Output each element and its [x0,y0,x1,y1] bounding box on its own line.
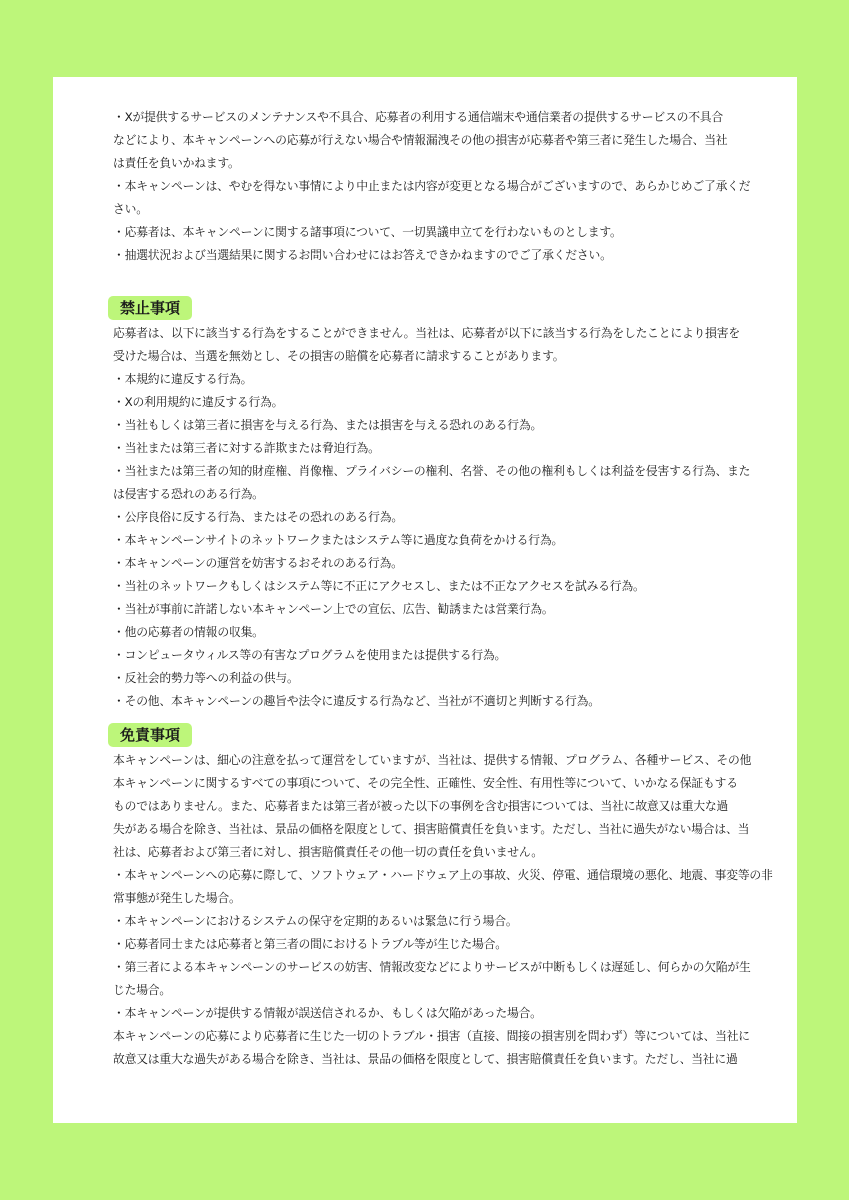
disclaimer-line: 故意又は重大な過失がある場合を除き、当社は、景品の価格を限度として、損害賠償責任を負います。ただし、当社に過 [113,1052,738,1066]
disclaimer-line: ・本キャンペーンにおけるシステムの保守を定期的あるいは緊急に行う場合。 [113,914,518,928]
prohibited-line: ・その他、本キャンペーンの趣旨や法令に違反する行為など、当社が不適切と判断する行為。 [113,694,600,708]
prohibited-line: ・反社会的勢力等への利益の供与。 [113,671,299,685]
disclaimer-line: 本キャンペーンに関するすべての事項について、その完全性、正確性、安全性、有用性等について、いかなる保証もする [113,776,738,790]
prohibited-line: ・当社が事前に許諾しない本キャンペーン上での宣伝、広告、勧誘または営業行為。 [113,602,554,616]
prohibited-line: ・当社または第三者に対する詐欺または脅迫行為。 [113,441,380,455]
prohibited-line: ・本キャンペーンの運営を妨害するおそれのある行為。 [113,556,403,570]
prohibited-heading-wrap [113,296,747,320]
disclaimer-line: ・応募者同士または応募者と第三者の間におけるトラブル等が生じた場合。 [113,937,507,951]
disclaimer-line: 本キャンペーンの応募により応募者に生じた一切のトラブル・損害（直接、間接の損害別を問わず）等については、当社に [113,1029,750,1043]
prohibited-line: ・当社もしくは第三者に損害を与える行為、または損害を与える恐れのある行為。 [113,418,543,432]
intro-line: などにより、本キャンペーンへの応募が行えない場合や情報漏洩その他の損害が応募者や第三者に発生した場合、当社 [113,133,728,147]
intro-line: ・本キャンペーンは、やむを得ない事情により中止または内容が変更となる場合がございますので、あらかじめご了承くだ [113,179,751,193]
disclaimer-line: 社は、応募者および第三者に対し、損害賠償責任その他一切の責任を負いません。 [113,845,543,859]
disclaimer-line: ・本キャンペーンが提供する情報が誤送信されるか、もしくは欠陥があった場合。 [113,1006,542,1020]
disclaimer-heading: 免責事項 [108,723,192,747]
prohibited-line: ・本規約に違反する行為。 [113,372,253,386]
prohibited-line: 応募者は、以下に該当する行為をすることができません。当社は、応募者が以下に該当する行為をしたことにより損害を [113,326,740,340]
prohibited-line: ・公序良俗に反する行為、またはその恐れのある行為。 [113,510,403,524]
prohibited-line: ・本キャンペーンサイトのネットワークまたはシステム等に過度な負荷をかける行為。 [113,533,564,547]
disclaimer-line: 本キャンペーンは、細心の注意を払って運営をしていますが、当社は、提供する情報、プログラム、各種サービス、その他 [113,753,752,767]
prohibited-heading: 禁止事項 [108,296,192,320]
document-page [53,77,797,1123]
prohibited-section [113,322,751,713]
intro-line: は責任を負いかねます。 [113,156,240,170]
intro-line: ・Xが提供するサービスのメンテナンスや不具合、応募者の利用する通信端末や通信業者の提供するサービスの不具合 [113,110,723,124]
disclaimer-line: 常事態が発生した場合。 [113,891,241,905]
disclaimer-line: 失がある場合を除き、当社は、景品の価格を限度として、損害賠償責任を負います。ただし、当社に過失がない場合は、当 [113,822,750,836]
prohibited-line: ・コンピュータウィルス等の有害なプログラムを使用または提供する行為。 [113,648,507,662]
intro-line: ・応募者は、本キャンペーンに関する諸事項について、一切異議申立てを行わないものとします。 [113,225,622,239]
prohibited-line: ・他の応募者の情報の収集。 [113,625,264,639]
disclaimer-line: じた場合。 [113,983,171,997]
prohibited-line: 受けた場合は、当選を無効とし、その損害の賠償を応募者に請求することがあります。 [113,349,565,363]
disclaimer-line: ・本キャンペーンへの応募に際して、ソフトウェア・ハードウェア上の事故、火災、停電、通信環境の悪化、地震、事変等の非 [113,868,773,882]
disclaimer-line: ・第三者による本キャンペーンのサービスの妨害、情報改変などによりサービスが中断もしくは遅延し、何らかの欠陥が生 [113,960,751,974]
prohibited-line: ・当社のネットワークもしくはシステム等に不正にアクセスし、または不正なアクセスを試みる行為。 [113,579,645,593]
intro-notes [113,106,751,267]
intro-line: さい。 [113,202,148,216]
disclaimer-line: ものではありません。また、応募者または第三者が被った以下の事例を含む損害については、当社に故意又は重大な過 [113,799,729,813]
intro-line: ・抽選状況および当選結果に関するお問い合わせにはお答えできかねますのでご了承ください。 [113,248,612,262]
prohibited-line: ・Xの利用規約に違反する行為。 [113,395,284,409]
prohibited-line: ・当社または第三者の知的財産権、肖像権、プライバシーの権利、名誉、その他の権利もしくは利益を侵害する行為、また [113,464,751,478]
prohibited-line: は侵害する恐れのある行為。 [113,487,264,501]
disclaimer-heading-wrap [113,723,747,747]
disclaimer-section [113,749,773,1071]
